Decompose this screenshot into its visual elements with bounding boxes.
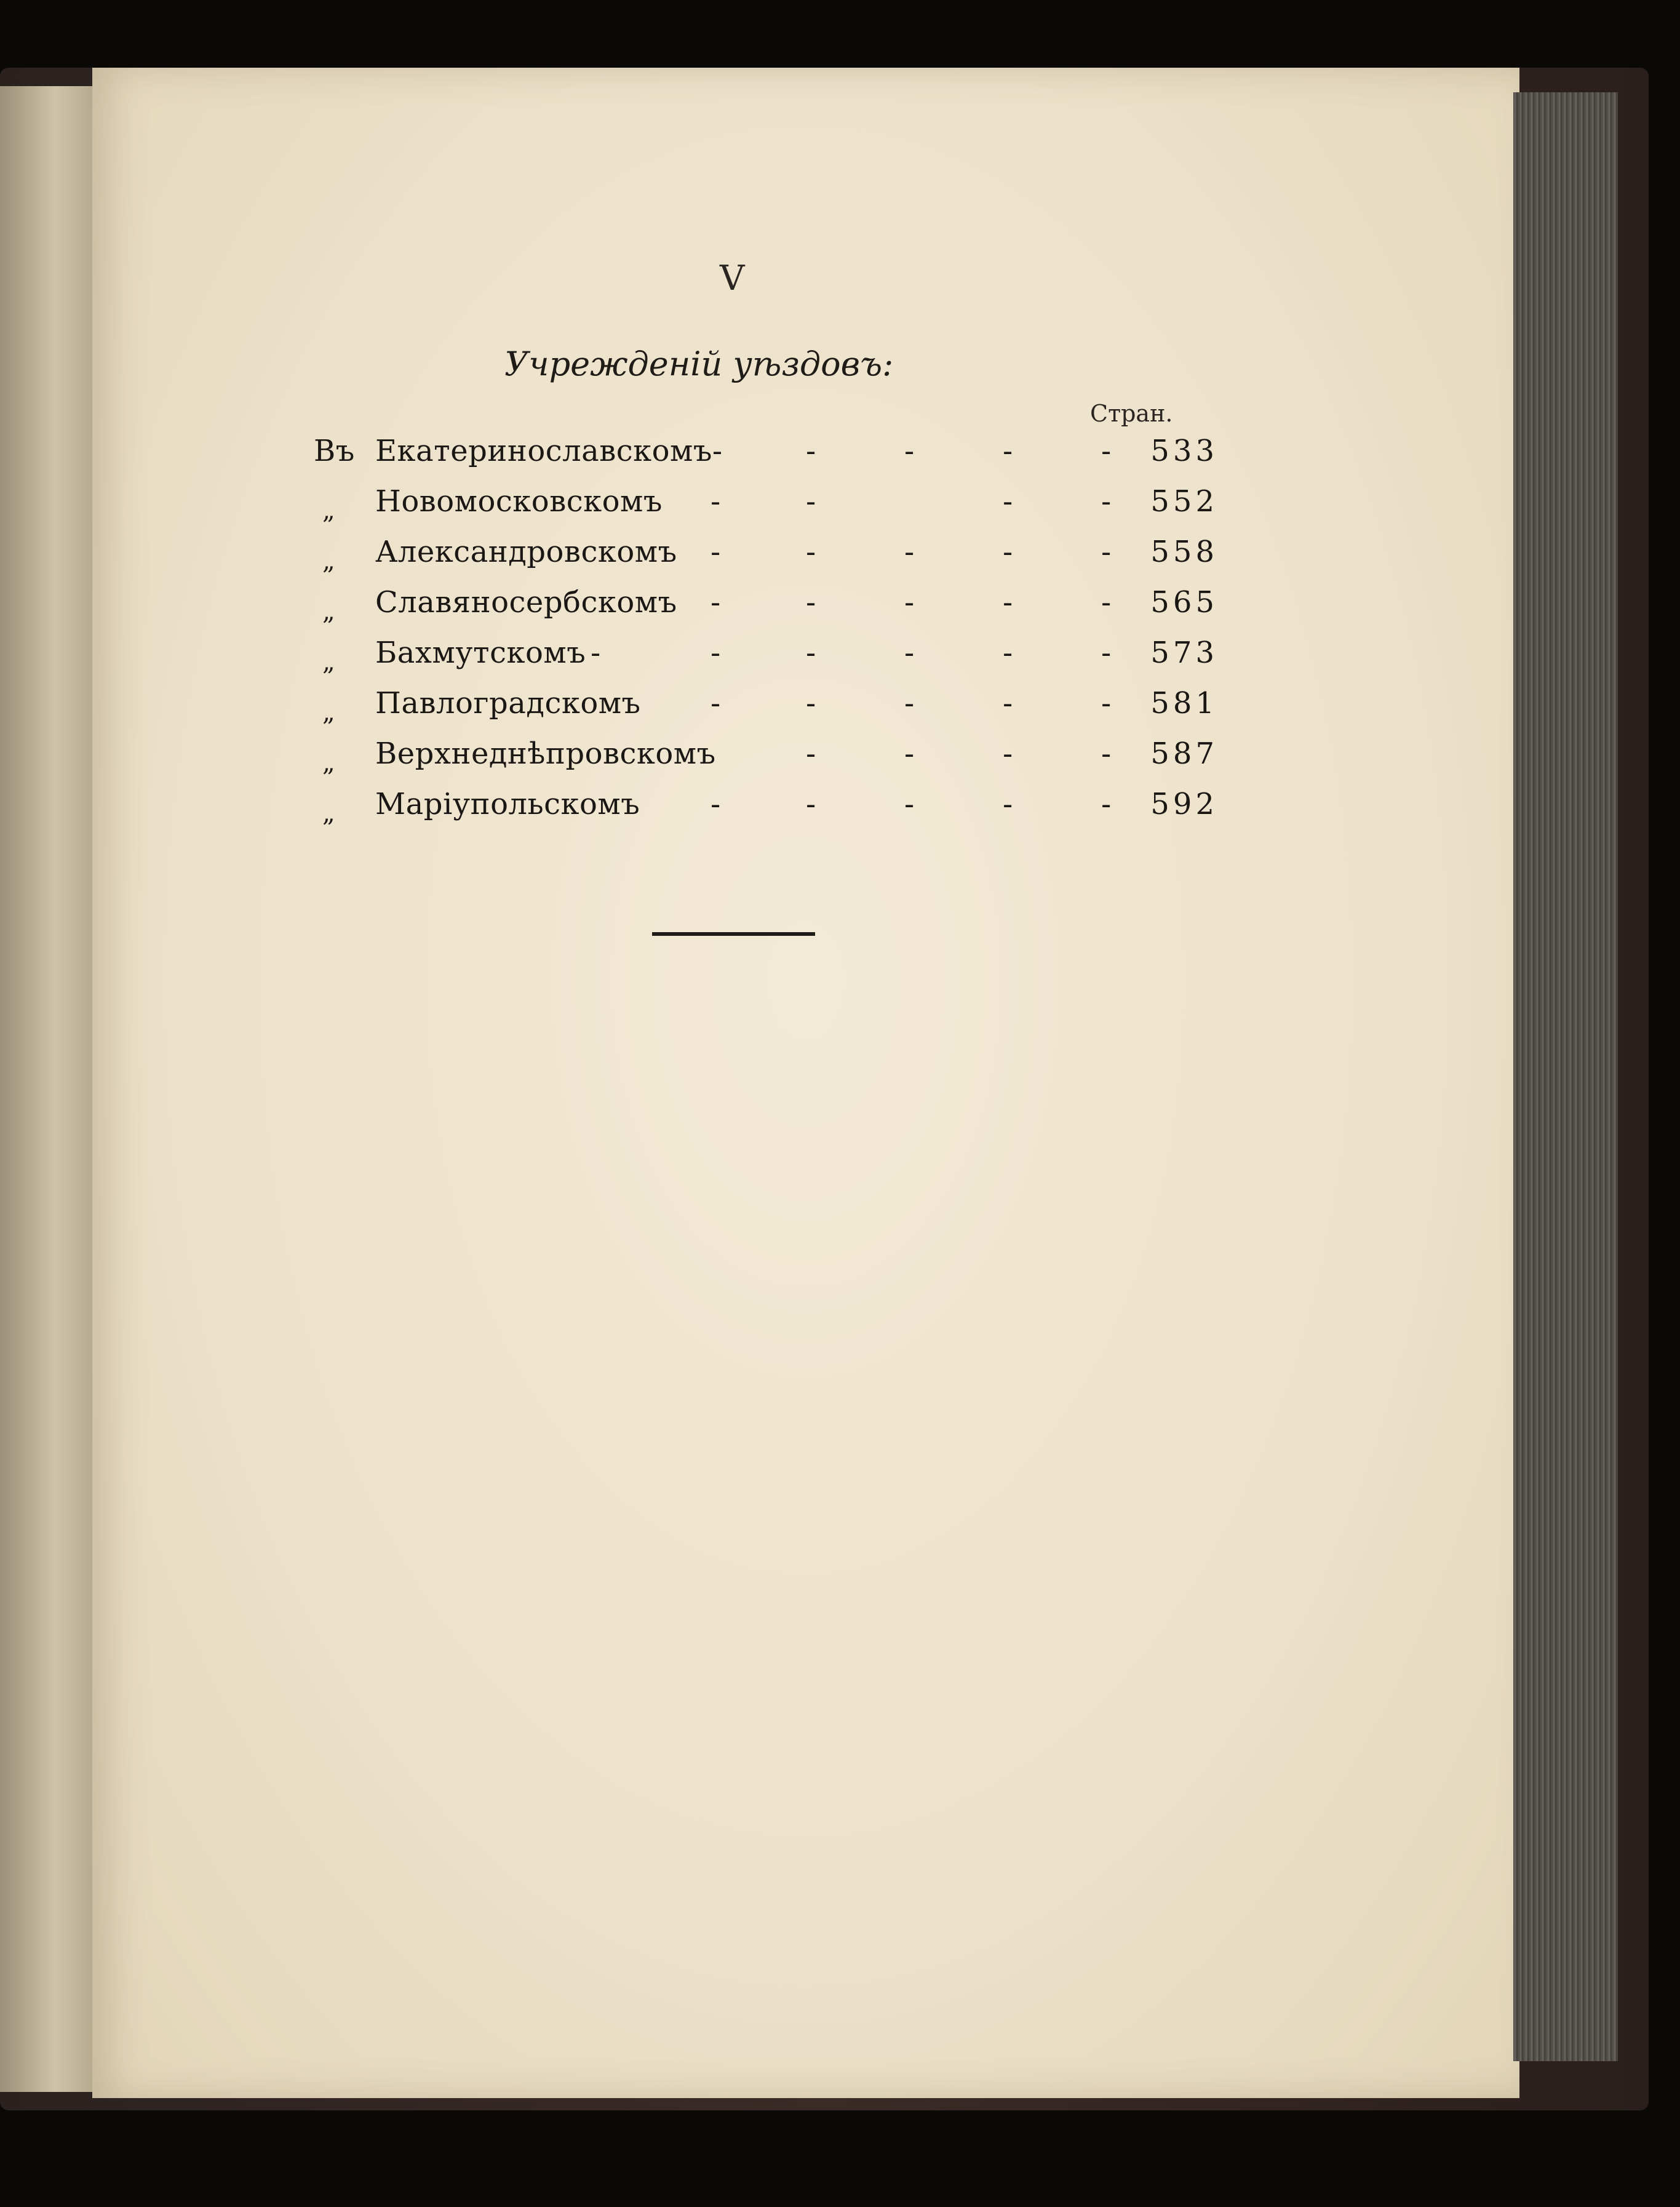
toc-leader: - (711, 585, 721, 620)
toc-entry-name: Верхнеднѣпровскомъ (375, 736, 716, 771)
toc-leader: - (1003, 484, 1013, 519)
toc-leader: - (711, 484, 721, 519)
toc-row (314, 585, 1218, 636)
toc-row (314, 787, 1218, 837)
toc-leader: - (1101, 434, 1112, 468)
toc-leader: - (711, 787, 721, 821)
page-number: V (720, 258, 745, 298)
toc-leader: - (806, 434, 816, 468)
left-page-edge (0, 86, 92, 2092)
toc-leader: - (1003, 787, 1013, 821)
section-heading: Учрежденій уѣздовъ: (504, 345, 894, 383)
toc-leader: - (1101, 787, 1112, 821)
toc-leader: - (711, 686, 721, 720)
toc-prefix: „ (322, 497, 336, 525)
toc-row (314, 686, 1218, 736)
toc-leader: - (591, 636, 601, 670)
page-column-header: Стран. (1090, 400, 1173, 427)
toc-row (314, 434, 1218, 484)
toc-entry-name: Павлоградскомъ (375, 686, 641, 720)
toc-leader: - (1003, 535, 1013, 569)
toc-leader: - (806, 585, 816, 620)
toc-leader: - (806, 636, 816, 670)
toc-leader: - (806, 787, 816, 821)
toc-prefix: „ (322, 547, 336, 575)
toc-leader: - (1003, 585, 1013, 620)
table-of-contents (314, 434, 1218, 837)
toc-leader: - (1003, 636, 1013, 670)
toc-leader: - (904, 686, 915, 720)
toc-page-ref: 552 (1150, 484, 1218, 519)
toc-leader: - (1101, 636, 1112, 670)
toc-row (314, 636, 1218, 686)
toc-leader: - (806, 736, 816, 771)
toc-leader: - (1003, 434, 1013, 468)
toc-prefix: „ (322, 648, 336, 676)
toc-leader: - (806, 484, 816, 519)
toc-prefix: „ (322, 749, 336, 777)
toc-prefix: „ (322, 698, 336, 727)
toc-leader: - (904, 787, 915, 821)
toc-entry-name: Славяносербскомъ (375, 585, 677, 620)
toc-leader: - (904, 636, 915, 670)
toc-leader: - (1101, 484, 1112, 519)
toc-entry-name: Александровскомъ (375, 535, 677, 569)
toc-prefix: „ (322, 799, 336, 828)
toc-page-ref: 587 (1150, 736, 1218, 771)
toc-page-ref: 573 (1150, 636, 1218, 670)
toc-page-ref: 592 (1150, 787, 1218, 821)
toc-leader: - (1101, 686, 1112, 720)
toc-entry-name: Екатеринославскомъ- (375, 434, 723, 468)
toc-leader: - (806, 535, 816, 569)
toc-leader: - (1101, 535, 1112, 569)
toc-page-ref: 558 (1150, 535, 1218, 569)
toc-leader: - (904, 535, 915, 569)
toc-row (314, 484, 1218, 535)
toc-entry-name: Маріупольскомъ (375, 787, 640, 821)
toc-row (314, 535, 1218, 585)
section-divider (652, 932, 815, 936)
toc-prefix: Въ (314, 434, 355, 468)
toc-leader: - (904, 736, 915, 771)
toc-leader: - (806, 686, 816, 720)
toc-page-ref: 533 (1150, 434, 1218, 468)
toc-prefix: „ (322, 597, 336, 626)
toc-leader: - (1101, 585, 1112, 620)
toc-page-ref: 565 (1150, 585, 1218, 620)
toc-leader: - (711, 535, 721, 569)
toc-leader: - (1003, 736, 1013, 771)
toc-leader: - (1101, 736, 1112, 771)
toc-leader: - (904, 585, 915, 620)
toc-page-ref: 581 (1150, 686, 1218, 720)
toc-leader: - (711, 636, 721, 670)
toc-entry-name: Новомосковскомъ (375, 484, 663, 519)
toc-row (314, 736, 1218, 787)
toc-leader: - (1003, 686, 1013, 720)
page-block-edges (1513, 92, 1618, 2061)
toc-leader: - (904, 434, 915, 468)
toc-entry-name: Бахмутскомъ (375, 636, 586, 670)
